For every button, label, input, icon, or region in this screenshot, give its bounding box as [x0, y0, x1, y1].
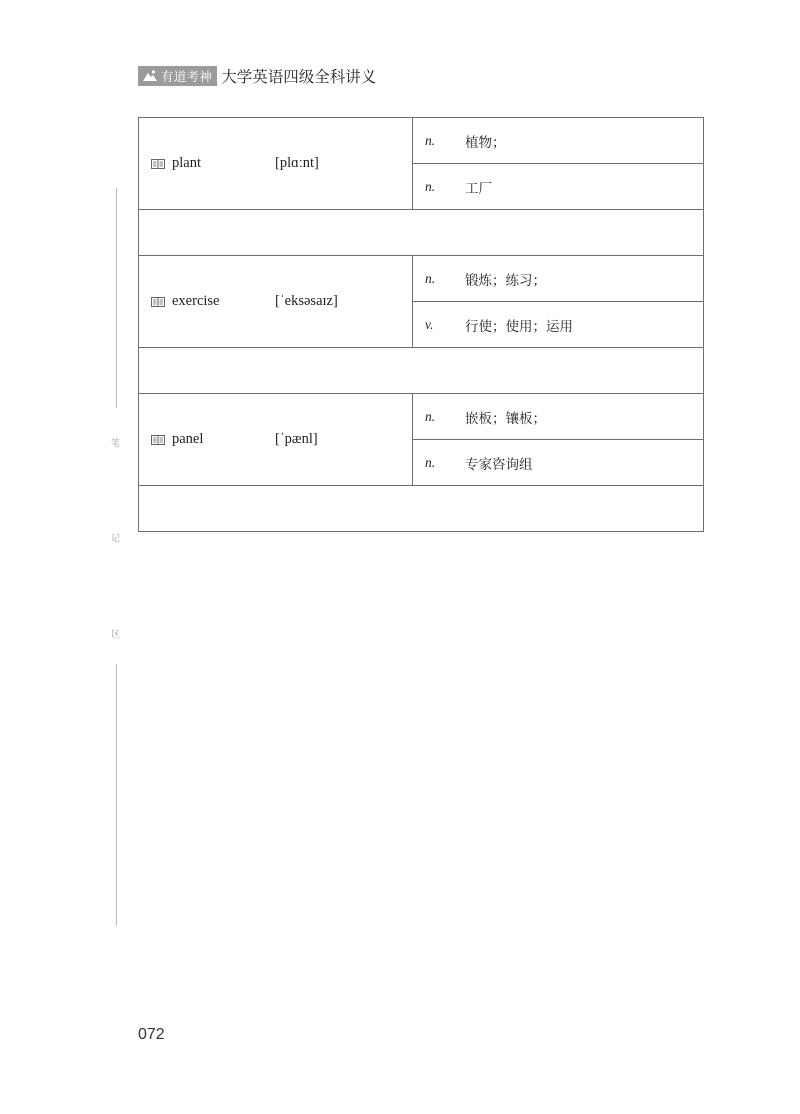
note-cell[interactable] — [139, 348, 704, 394]
meaning-text: 专家咨询组 — [465, 456, 533, 473]
part-of-speech: n. — [425, 132, 436, 148]
table-row — [139, 394, 704, 440]
definition-cell — [413, 118, 704, 164]
part-of-speech: n. — [425, 454, 436, 470]
book-icon — [151, 297, 165, 307]
vocabulary-table — [138, 117, 704, 532]
part-of-speech: n. — [425, 408, 436, 424]
note-cell[interactable] — [139, 210, 704, 256]
side-divider-bottom — [116, 664, 117, 926]
table-row — [139, 118, 704, 164]
brand-label: 有道考神 — [161, 69, 213, 84]
phonetic-text: [ˈpænl] — [275, 431, 318, 447]
part-of-speech: v. — [425, 316, 434, 332]
definition-cell — [413, 302, 704, 348]
word-text: exercise — [172, 293, 220, 309]
side-note-char-3: 区 — [111, 630, 121, 640]
page-header — [138, 65, 376, 87]
meaning-text: 嵌板；镶板； — [465, 410, 546, 427]
word-cell — [139, 394, 413, 486]
phonetic-text: [plɑːnt] — [275, 155, 319, 171]
definition-cell — [413, 256, 704, 302]
book-icon — [151, 435, 165, 445]
table-row — [139, 256, 704, 302]
meaning-text: 植物； — [465, 134, 506, 151]
book-icon — [151, 159, 165, 169]
side-divider-top — [116, 188, 117, 408]
word-text: panel — [172, 431, 204, 447]
part-of-speech: n. — [425, 270, 436, 286]
definition-cell — [413, 440, 704, 486]
note-row — [139, 348, 704, 394]
word-cell — [139, 118, 413, 210]
brand-logo-icon — [142, 69, 158, 83]
word-cell — [139, 256, 413, 348]
definition-cell — [413, 164, 704, 210]
meaning-text: 工厂 — [465, 180, 492, 197]
note-row — [139, 210, 704, 256]
word-text: plant — [172, 155, 201, 171]
part-of-speech: n. — [425, 178, 436, 194]
page-number: 072 — [138, 1026, 165, 1043]
meaning-text: 锻炼；练习； — [465, 272, 546, 289]
book-title: 大学英语四级全科讲义 — [221, 68, 377, 86]
phonetic-text: [ˈeksəsaɪz] — [275, 293, 338, 309]
note-row — [139, 486, 704, 532]
side-note-char-2: 记 — [111, 534, 121, 544]
meaning-text: 行使；使用；运用 — [465, 318, 573, 335]
note-cell[interactable] — [139, 486, 704, 532]
definition-cell — [413, 394, 704, 440]
brand-badge — [138, 66, 217, 86]
side-note-char-1: 笔 — [111, 439, 121, 449]
